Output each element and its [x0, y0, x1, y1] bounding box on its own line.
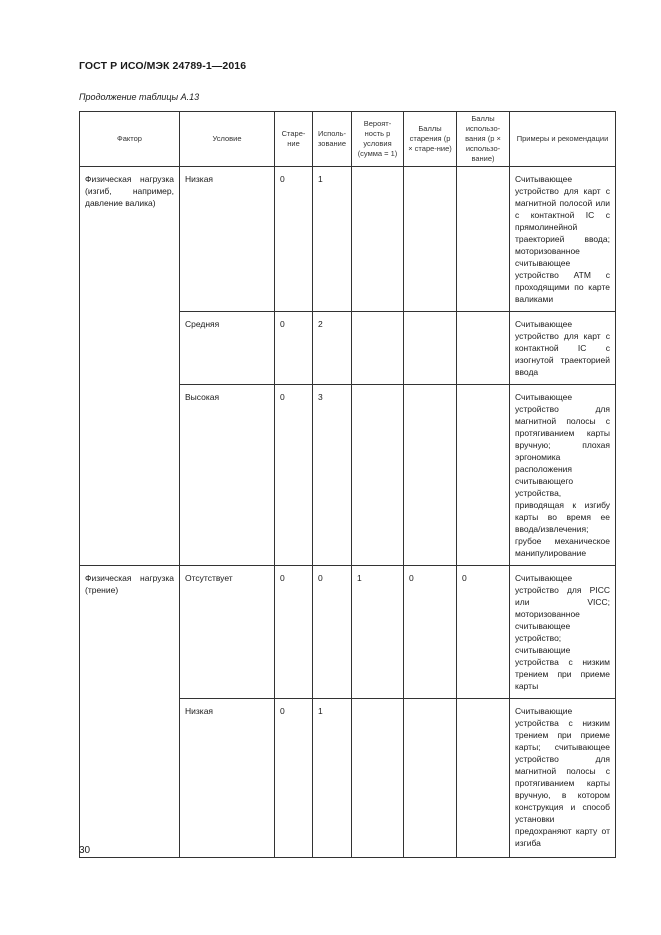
aging-cell: 0	[275, 566, 313, 699]
aging-score-cell	[404, 385, 457, 566]
aging-cell: 0	[275, 699, 313, 858]
factor-table	[79, 111, 616, 858]
aging-score-cell: 0	[404, 566, 457, 699]
probability-cell	[352, 385, 404, 566]
header-factor: Фактор	[80, 112, 180, 167]
probability-cell	[352, 699, 404, 858]
header-examples: Примеры и рекомендации	[510, 112, 616, 167]
table-caption: Продолжение таблицы А.13	[79, 92, 200, 102]
factor-cell: Физическая нагрузка (трение)	[80, 566, 180, 858]
header-usage: Исполь-зование	[313, 112, 352, 167]
header-probability: Вероят-ность p условия (сумма = 1)	[352, 112, 404, 167]
header-condition: Условие	[180, 112, 275, 167]
aging-score-cell	[404, 312, 457, 385]
table-row	[80, 167, 616, 312]
examples-cell: Считывающие устройства с низким трением при приеме карты; считывающее устройство для магнитной полосы с протягиванием карты вручную, в котором конструкция и способ установки предохраняют карту от изгиба	[510, 699, 616, 858]
aging-score-cell	[404, 167, 457, 312]
table-row	[80, 566, 616, 699]
aging-cell: 0	[275, 312, 313, 385]
examples-cell: Считывающее устройство для PICC или VICC; моторизованное считывающее устройство; считывающие устройства с низким трением при приеме карты	[510, 566, 616, 699]
usage-cell: 1	[313, 167, 352, 312]
usage-cell: 0	[313, 566, 352, 699]
aging-cell: 0	[275, 385, 313, 566]
header-aging-score: Баллы старения (p × старе-ние)	[404, 112, 457, 167]
probability-cell	[352, 167, 404, 312]
usage-score-cell	[457, 699, 510, 858]
usage-score-cell	[457, 312, 510, 385]
condition-cell: Высокая	[180, 385, 275, 566]
usage-cell: 1	[313, 699, 352, 858]
usage-score-cell: 0	[457, 566, 510, 699]
probability-cell	[352, 312, 404, 385]
usage-cell: 3	[313, 385, 352, 566]
factor-cell: Физическая нагрузка (изгиб, например, давление валика)	[80, 167, 180, 566]
condition-cell: Отсутствует	[180, 566, 275, 699]
condition-cell: Низкая	[180, 167, 275, 312]
header-aging: Старе-ние	[275, 112, 313, 167]
condition-cell: Низкая	[180, 699, 275, 858]
aging-cell: 0	[275, 167, 313, 312]
table-header-row	[80, 112, 616, 167]
usage-score-cell	[457, 385, 510, 566]
page-number: 30	[79, 845, 91, 856]
probability-cell: 1	[352, 566, 404, 699]
document-header: ГОСТ Р ИСО/МЭК 24789-1—2016	[79, 60, 247, 72]
condition-cell: Средняя	[180, 312, 275, 385]
usage-score-cell	[457, 167, 510, 312]
aging-score-cell	[404, 699, 457, 858]
examples-cell: Считывающее устройство для магнитной полосы с протягиванием карты вручную; плохая эргономика расположения считывающего устройства, приводящая к изгибу карты во время ее ввода/извлечения; грубое механическое манипулирование	[510, 385, 616, 566]
usage-cell: 2	[313, 312, 352, 385]
header-usage-score: Баллы использо-вания (p × использо-вание)	[457, 112, 510, 167]
examples-cell: Считывающее устройство для карт с контактной IC с изогнутой траекторией ввода	[510, 312, 616, 385]
examples-cell: Считывающее устройство для карт с магнитной полосой или с контактной IC с прямолинейной траекторией ввода; моторизованное считывающее устройство АТМ с проходящими по карте валиками	[510, 167, 616, 312]
